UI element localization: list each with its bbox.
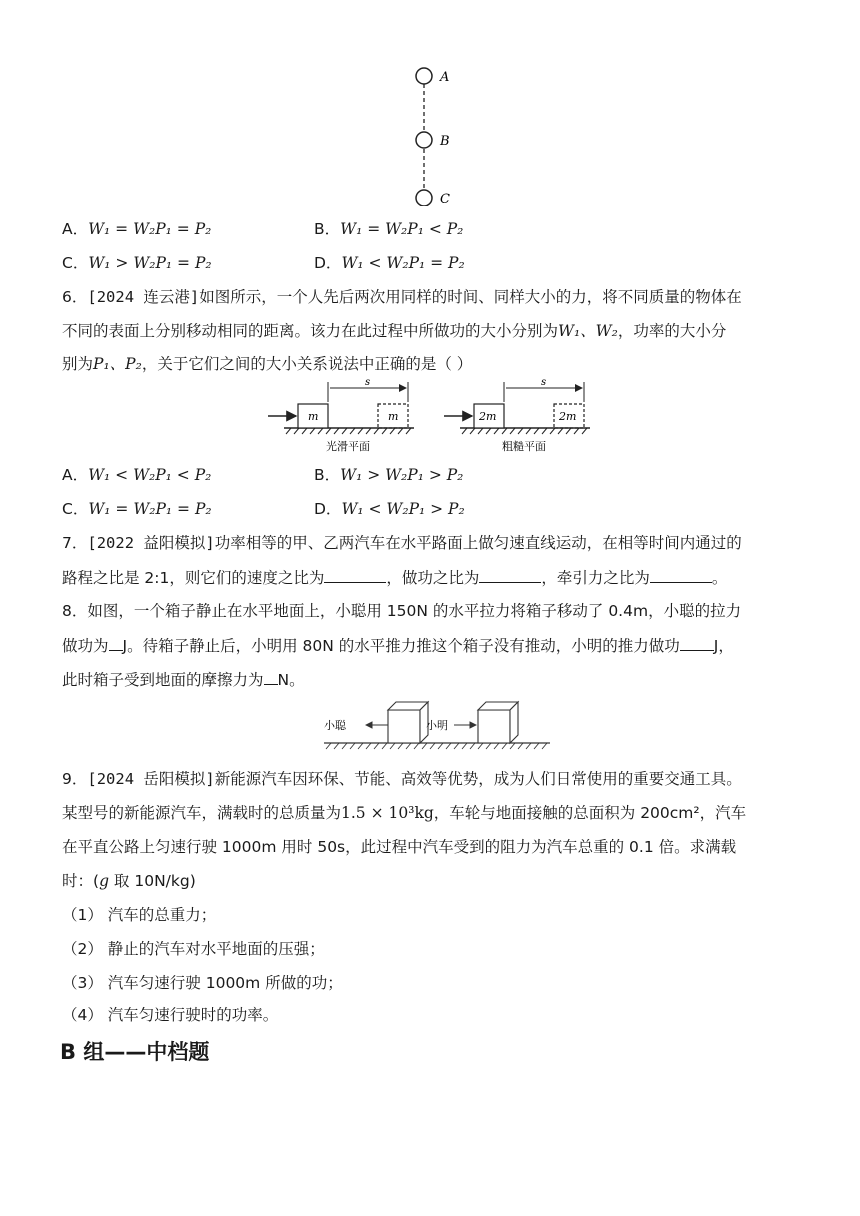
left-block-mass-final: m [388, 410, 399, 423]
q7-line-1: 7．[2022 益阳模拟]功率相等的甲、乙两汽车在水平路面上做匀速直线运动，在相等时间内通过的 [62, 534, 742, 552]
q7-blank-1[interactable] [324, 566, 386, 583]
right-ground-hatch [462, 428, 587, 434]
q6-line-3: 别为P₁、P₂，关于它们之间的大小关系说法中正确的是（ ） [62, 355, 473, 373]
left-ground-hatch [286, 428, 411, 434]
q8-left-box [388, 710, 420, 743]
q6-option-c: C．W₁ = W₂P₁ = P₂ [62, 500, 212, 518]
left-caption: 光滑平面 [326, 440, 370, 453]
label-a: A [440, 70, 450, 85]
q6-option-b: B．W₁ > W₂P₁ > P₂ [314, 466, 464, 484]
q9-line-3: 在平直公路上匀速行驶 1000m 用时 50s，此过程中汽车受到的阻力为汽车总重的 0.1 倍。求满载 [62, 838, 737, 856]
q8-right-box [478, 710, 510, 743]
right-dist-label: s [541, 377, 547, 388]
q7-line-2: 路程之比是 2:1，则它们的速度之比为 ，做功之比为 ，牵引力之比为 。 [62, 566, 727, 589]
q9-line-2: 某型号的新能源汽车，满载时的总质量为1.5 × 10³kg，车轮与地面接触的总面积为 200cm²，汽车 [62, 804, 747, 822]
q8-blank-1[interactable] [109, 634, 123, 651]
point-c-circle [416, 190, 432, 206]
section-heading: B 组——中档题 [60, 1040, 210, 1064]
q8-ground-hatch [326, 743, 547, 749]
q8-figure [318, 696, 554, 754]
label-c: C [440, 192, 450, 206]
left-block-mass: m [308, 410, 319, 423]
q7-blank-3[interactable] [650, 566, 712, 583]
q8-right-label: 小明 [426, 719, 448, 732]
q9-sub-2: （2） 静止的汽车对水平地面的压强； [62, 940, 325, 958]
q8-line-2: 做功为 J。待箱子静止后，小明用 80N 的水平推力推这个箱子没有推动，小明的推力做功 J， [62, 634, 734, 657]
right-caption: 粗糙平面 [502, 440, 546, 453]
right-block-mass: 2m [479, 410, 497, 423]
q8-line-3: 此时箱子受到地面的摩擦力为 N。 [62, 668, 305, 691]
abc-figure [400, 64, 470, 206]
label-b: B [440, 134, 450, 149]
q9-sub-1: （1） 汽车的总重力； [62, 906, 217, 924]
q9-line-1: 9．[2024 岳阳模拟]新能源汽车因环保、节能、高效等优势，成为人们日常使用的重要交通工具。 [62, 770, 742, 788]
q5-option-b: B．W₁ = W₂P₁ < P₂ [314, 220, 464, 238]
q9-line-4: 时：(g 取 10N/kg) [62, 872, 196, 890]
q8-blank-3[interactable] [264, 668, 278, 685]
q8-left-label: 小聪 [324, 719, 346, 732]
point-a-circle [416, 68, 432, 84]
left-dist-label: s [365, 377, 371, 388]
q8-blank-2[interactable] [680, 634, 714, 651]
q6-line-2: 不同的表面上分别移动相同的距离。该力在此过程中所做功的大小分别为W₁、W₂，功率的大小分 [62, 322, 727, 340]
q5-option-d: D．W₁ < W₂P₁ = P₂ [314, 254, 465, 272]
q5-option-a: A．W₁ = W₂P₁ = P₂ [62, 220, 212, 238]
right-block-mass-final: 2m [559, 410, 577, 423]
q9-sub-4: （4） 汽车匀速行驶时的功率。 [62, 1006, 279, 1024]
q9-sub-3: （3） 汽车匀速行驶 1000m 所做的功； [62, 974, 343, 992]
q7-blank-2[interactable] [479, 566, 541, 583]
q6-option-d: D．W₁ < W₂P₁ > P₂ [314, 500, 465, 518]
q5-option-c: C．W₁ > W₂P₁ = P₂ [62, 254, 212, 272]
q8-line-1: 8．如图，一个箱子静止在水平地面上，小聪用 150N 的水平拉力将箱子移动了 0.4m，小聪的拉力 [62, 602, 742, 620]
point-b-circle [416, 132, 432, 148]
q6-figure [266, 376, 606, 456]
q6-line-1: 6．[2024 连云港]如图所示，一个人先后两次用同样的时间、同样大小的力，将不同质量的物体在 [62, 288, 742, 306]
q6-option-a: A．W₁ < W₂P₁ < P₂ [62, 466, 212, 484]
